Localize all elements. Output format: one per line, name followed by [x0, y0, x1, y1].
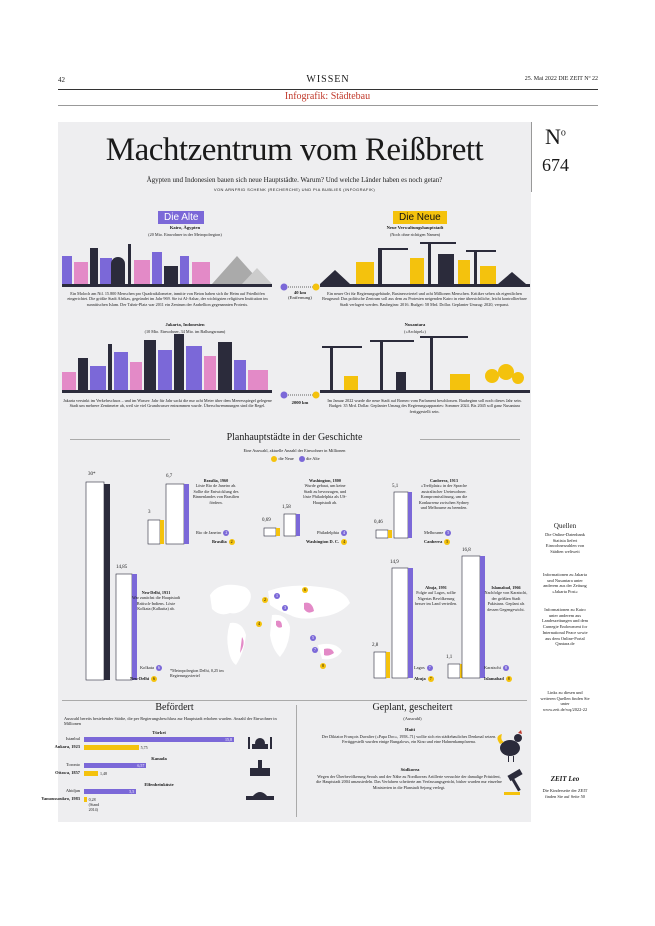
islamabad-new-label: Islamabad 8	[484, 676, 510, 682]
bar-label: Istanbul	[65, 736, 80, 741]
befoerdert-title: Befördert	[155, 702, 194, 713]
bar-label: Abidjan	[65, 788, 80, 793]
geplant-korea-name: Südkorea	[400, 767, 420, 772]
credits: VON ARNFRID SCHENK (RECHERCHE) UND PIA BUBLIES (INFOGRAFIK)	[213, 187, 376, 192]
history-title: Planhauptstädte in der Geschichte	[226, 432, 363, 443]
bar-row	[41, 796, 100, 812]
map-pin: 5	[312, 635, 314, 640]
jakarta-skyline	[62, 332, 272, 394]
canberra-new-value: 0,46	[374, 520, 383, 525]
issue-info: 25. Mai 2022 DIE ZEIT Nº 22	[524, 76, 598, 82]
geplant-haiti-name: Haiti	[405, 727, 415, 732]
brasilia-new-value: 3	[148, 510, 151, 515]
bottom-rule	[62, 700, 527, 701]
islamabad-info: Islamabad, 1966 Nachfolge von Karatschi, der größten Stadt Pakistans. Geplant als dessen Gegengewicht.	[484, 585, 528, 612]
geplant-haiti-text: Der Diktator François Duvalier (»Papa Doc«, 1958–71) wollte sich ein städtebauliches Denkmal setzen. Fertiggestellt wurden einige Bungalows, ein Kino und eine Hahnenkampfarena.	[321, 734, 497, 745]
jakarta-text: Jakarta versinkt im Verkehrschaos – und im Wasser: Jahr für Jahr sackt die nur acht Meter über dem Meeresspiegel gelegene Stadt um mehrere Zentimeter ab, weil sie viel Grundwasser entnommen wurde. Überschwemmungen sind die Regel.	[63, 398, 272, 409]
badge-number: 674	[542, 155, 569, 175]
nusantara-note: (»Archipel«)	[404, 329, 426, 334]
map-pin: 2	[264, 597, 266, 602]
bar-label: Ankara, 1923	[54, 744, 80, 749]
delhi-info: Neu-Delhi, 1931 War zunächst die Hauptstadt Britisch-Indiens. Löste Kolkata (Kalkutta) ab.	[132, 590, 180, 612]
map-pin: 3	[284, 605, 286, 610]
bar-value: 6,57	[137, 763, 145, 768]
islamabad-old-value: 16,8	[462, 548, 471, 553]
delhi-old-value: 14,85	[116, 565, 128, 570]
bar-row	[54, 744, 148, 750]
bar-label: Yamoussoukro, 1983	[41, 796, 80, 801]
tag-new: Die Neue	[393, 211, 447, 224]
sources-text-1: Die Online-Datenbank Statista liefert Einwohnerzahlen von Städten weltweit	[545, 532, 585, 555]
map-pin: 1	[276, 593, 278, 598]
page-subtitle: Ägypten und Indonesien bauen sich neue Hauptstädte. Warum? Und welche Länder haben es noch getan?	[146, 176, 443, 184]
bottom-vertical-rule	[296, 705, 297, 817]
section-kicker: Infografik: Städtebau	[284, 91, 371, 102]
country-label: Türkei	[152, 730, 166, 735]
distance-1: 40 km (Entfernung)	[288, 290, 312, 300]
islamabad-old-label: Karatschi 8	[484, 665, 507, 671]
nusantara-text: Im Januar 2022 wurde die neue Stadt auf Borneo vom Parlament beschlossen. Baubeginn soll noch dieses Jahr sein. Budget: 35 Mrd. Dollar. Geplanter Umzug des Regierungsapparates: Sommer 2024. Bis 2045 soll ganz Nusantara fertiggestellt sein.	[327, 398, 522, 414]
nac-text: Ein neuer Ort für Regierungsgebäude, Businessviertel und acht Millionen Menschen. Kritiker sehen als eigentlichen Beugrund: Das politische Zentrum soll aus dem zu Protesten neigenden Kairo in eine übersichtliche, leicht kontrollierbare Stadt verlagert werden. Baubeginn: 2016. Budget: 58 Mrd. Dollar. Geplanter Umzug: 2020, verpasst.	[322, 291, 527, 307]
bar-label: Ottawa, 1857	[55, 770, 80, 775]
abuja-new-label: Abuja 7	[414, 676, 432, 682]
delhi-new-value: 30*	[88, 472, 96, 477]
sources-text-2: Informationen zu Jakarta und Nusantara unter anderem aus der Zeitung »Jakarta Post«	[543, 572, 587, 595]
cairo-name: Kairo, Ägypten	[169, 225, 201, 230]
bar-value: 15,8	[225, 737, 232, 742]
nusantara-skyline	[320, 332, 530, 394]
abuja-old-label: Lagos 7	[414, 665, 431, 671]
page-number: 42	[58, 76, 65, 84]
delhi-old-label: Kolkata 6	[140, 665, 160, 671]
nusantara-name: Nusantara	[404, 322, 426, 327]
distance-2: 2000 km	[291, 400, 309, 405]
nac-skyline	[320, 238, 530, 288]
sources-text-4: Links zu diesen und weiteren Quellen finden Sie unter www.zeit.de/wq/2022-22	[540, 690, 590, 713]
abuja-new-value: 2,8	[372, 643, 379, 648]
delhi-footnote: *Metropolregion Delhi, 0,25 im Regierungsviertel	[170, 668, 224, 679]
gavel-icon	[502, 768, 530, 796]
map-pin: 8	[322, 663, 324, 668]
bar-value: 5,5	[129, 789, 135, 794]
cairo-text: Ein Moloch am Nil. 15.800 Menschen pro Quadratkilometer, inmitte von Beton haben sich ihr Heim auf Friedhöfen eingerichtet. Die größte Stadt Afrikas, gegründet im Jahr 969. Sie ist Al-Azhar, der wichtigsten religiösen Institution im sunnitischen Islam. Der Tahrir-Platz war 2011 ein Zentrum der Arabellion gegenannten Protests.	[67, 291, 268, 307]
page-title: Machtzentrum vom Reißbrett	[105, 132, 484, 168]
bar-row	[55, 770, 108, 776]
bar-row	[66, 762, 146, 768]
sources-heading: Quellen	[553, 522, 577, 530]
zeit-leo-logo: ZEIT Leo	[550, 775, 580, 783]
section-name: WISSEN	[306, 74, 350, 85]
washington-old-value: 1,58	[282, 505, 291, 510]
bar-value: 5,75	[140, 745, 148, 750]
jakarta-pop: (10 Mio. Einwohner, 34 Mio. im Ballungsraum)	[144, 329, 226, 334]
abuja-info: Abuja, 1991 Folgte auf Lagos, sollte Nigerias Bevölkerung besser im Land verteilen.	[414, 585, 458, 607]
geplant-sub: (Auswahl)	[403, 716, 422, 721]
map-pin: 6	[304, 587, 306, 592]
nac-note: (Noch ohne richtigen Namen)	[389, 232, 441, 237]
brasilia-info: Brasília, 1960 Löste Rio de Janeiro ab. Sollte die Entwicklung des Binnenlandes von Brasilien fördern.	[192, 478, 240, 505]
map-pin: 7	[314, 647, 316, 652]
islamabad-new-value: 1,1	[446, 655, 453, 660]
world-map	[200, 575, 360, 680]
canberra-new-label: Canberra 5	[424, 539, 449, 545]
delhi-new-label: Neu-Delhi 6	[130, 676, 156, 682]
yamoussoukro-silhouette	[240, 784, 280, 800]
abuja-old-value: 14,9	[390, 560, 399, 565]
canberra-old-label: Melbourne 5	[424, 530, 450, 536]
country-label: Kanada	[151, 756, 167, 761]
bar-value: 1,48	[100, 771, 108, 776]
canberra-info: Canberra, 1913 »Treffplatz« in der Sprache australischer Ureinwohner. Kompromisslösung, um die Konkurrenz zwischen Sydney und Melbourne zu beenden.	[418, 478, 470, 511]
washington-new-label: Washington D. C. 4	[306, 539, 346, 545]
header-rule	[58, 89, 598, 90]
washington-old-label: Philadelphia 4	[317, 530, 345, 536]
distance-line-2	[280, 390, 320, 400]
bar-row	[65, 788, 136, 794]
rooster-icon	[496, 730, 526, 762]
canberra-old-value: 5,1	[392, 484, 399, 489]
history-sub: Eine Auswahl, aktuelle Anzahl der Einwohner in Millionen	[243, 448, 346, 453]
cairo-skyline	[62, 238, 272, 288]
bar-label: Toronto	[66, 762, 80, 767]
badge-label: $N^o$	[545, 124, 566, 149]
cairo-pop: (20 Mio. Einwohner in der Metropolregion)	[148, 232, 222, 237]
brasilia-old-label: Rio de Janeiro 2	[196, 530, 228, 536]
kicker-rule	[58, 105, 598, 106]
country-label: Elfenbeinküste	[144, 782, 174, 787]
jakarta-name: Jakarta, Indonesien	[165, 322, 205, 327]
washington-new-value: 0,69	[262, 518, 271, 523]
washington-info: Washington, 1800 Wurde gebaut, um keine Stadt zu bevorzugen, und löste Philadelphia als US-Hauptstadt ab.	[303, 478, 347, 505]
bar-row	[65, 736, 234, 742]
brasilia-new-label: Brasília 2	[212, 539, 233, 545]
befoerdert-sub: Auswahl bereits bestehender Städte, die per Regierungsbeschluss zur Hauptstadt erhoben wurden. Anzahl der Einwohner in Millionen	[64, 716, 277, 726]
brasilia-old-value: 6,7	[166, 474, 173, 479]
bar-value: 0,28 (Stand 2014)	[88, 797, 100, 812]
masthead	[58, 76, 598, 90]
map-pin: 4	[258, 621, 260, 626]
nac-name: Neue Verwaltungshauptstadt	[386, 225, 444, 230]
ankara-silhouette	[240, 735, 280, 749]
history-legend: die Neue die Alte	[58, 456, 531, 462]
geplant-title: Geplant, gescheitert	[372, 702, 453, 713]
tag-old: Die Alte	[158, 211, 204, 224]
sources-text-3: Informationen zu Kairo unter anderem aus Landeszeitungen und dem Carnegie Endowment for International Peace sowie aus dem Online-Portal Qantara.de	[541, 607, 589, 647]
geplant-korea-text: Wegen der Überbevölkerung Seouls und der Nähe zu Nordkoreas Artillerie versuchte der damalige Präsident, die Hauptstadt 2004 umzusiedeln. Das Verfahren scheiterte am Verfassungsgericht, bisher wurden nur einzelne Ministerien in die Planstadt Sejong verlegt.	[316, 774, 502, 790]
ottawa-silhouette	[240, 760, 280, 776]
sources-text-5: Die Kinderseite der ZEIT finden Sie auf Seite 50	[542, 788, 588, 799]
